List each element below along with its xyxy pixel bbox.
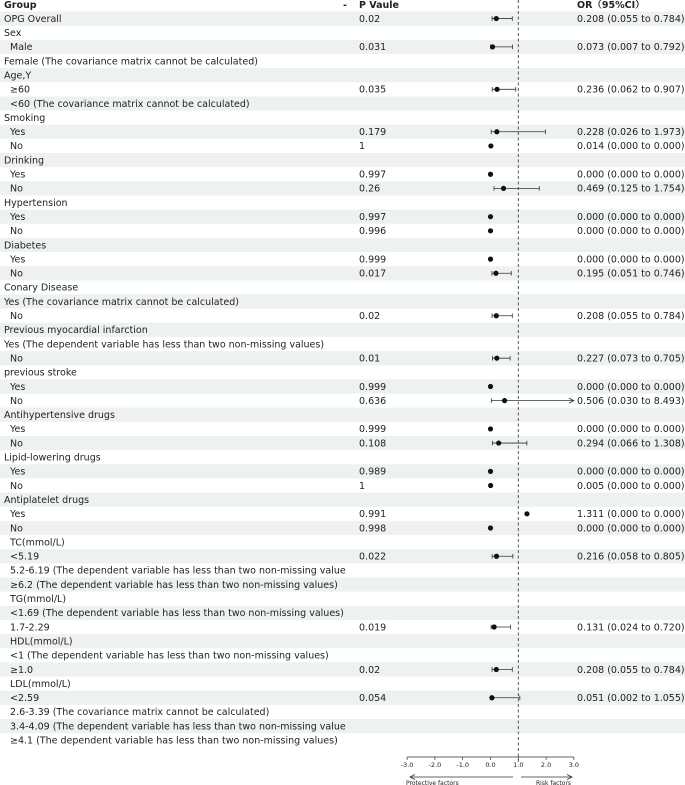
row-label: Sex <box>4 28 22 40</box>
footer-labels <box>406 775 572 785</box>
p-value: 0.01 <box>359 353 381 365</box>
point-estimate <box>488 426 493 431</box>
p-value: 0.054 <box>359 693 387 705</box>
row-label: <60 (The covariance matrix cannot be calculated) <box>10 98 250 110</box>
row-label: Yes <box>10 127 26 139</box>
x-axis <box>401 757 579 769</box>
point-estimate <box>488 483 493 488</box>
row-label: Hypertension <box>4 197 68 209</box>
point-estimate <box>494 129 499 134</box>
p-value: 0.989 <box>359 466 387 478</box>
or-ci-value: 0.506 (0.030 to 8.493) <box>577 395 685 407</box>
row-label: Antiplatelet drugs <box>4 494 90 506</box>
row-label: Antihypertensive drugs <box>4 410 115 422</box>
header-or-ci: OR（95%CI） <box>577 0 645 11</box>
p-value: 0.996 <box>359 226 387 238</box>
or-ci-value: 0.000 (0.000 to 0.000) <box>577 169 685 181</box>
header-row <box>4 0 645 11</box>
or-ci-value: 0.469 (0.125 to 1.754) <box>577 183 685 195</box>
row-label: TG(mmol/L) <box>10 594 67 606</box>
point-estimate <box>488 143 493 148</box>
or-ci-value: 0.051 (0.002 to 1.055) <box>577 693 685 705</box>
row-band <box>0 493 685 507</box>
row-label: No <box>10 438 23 450</box>
p-value: 1 <box>359 141 366 153</box>
x-tick-label: -3.0 <box>400 761 414 769</box>
p-value: 0.031 <box>359 42 387 54</box>
or-ci-value: 0.228 (0.026 to 1.973) <box>577 127 685 139</box>
point-estimate <box>494 313 499 318</box>
p-value: 0.02 <box>359 664 381 676</box>
point-estimate <box>502 398 507 403</box>
row-label: Lipid-lowering drugs <box>4 452 101 464</box>
row-label: Yes <box>10 424 26 436</box>
or-ci-value: 0.131 (0.024 to 0.720) <box>577 622 685 634</box>
point-estimate <box>488 172 493 177</box>
p-value: 0.991 <box>359 509 387 521</box>
x-tick-label: 2.0 <box>540 761 552 769</box>
p-value: 1 <box>359 480 366 492</box>
row-label: 5.2-6.19 (The dependent variable has less than two non-missing value <box>10 565 346 577</box>
p-value: 0.017 <box>359 268 387 280</box>
or-ci-value: 0.294 (0.066 to 1.308) <box>577 438 685 450</box>
p-value: 0.179 <box>359 127 387 139</box>
or-ci-value: 0.208 (0.055 to 0.784) <box>577 664 685 676</box>
or-ci-value: 0.236 (0.062 to 0.907) <box>577 84 685 96</box>
row-label: <2.59 <box>10 693 40 705</box>
row-label: Drinking <box>4 155 45 167</box>
point-estimate <box>524 511 529 516</box>
x-tick-label: 3.0 <box>568 761 580 769</box>
row-label: Previous myocardial infarction <box>4 325 148 337</box>
row-label: Yes <box>10 466 26 478</box>
row-label: Male <box>10 42 33 54</box>
row-label: No <box>10 226 23 238</box>
row-label: <5.19 <box>10 551 40 563</box>
point-estimate <box>488 214 493 219</box>
row-label: No <box>10 395 23 407</box>
row-label: <1 (The dependent variable has less than two non-missing values) <box>10 650 329 662</box>
p-value: 0.999 <box>359 381 387 393</box>
point-estimate <box>494 356 499 361</box>
point-estimate <box>492 624 497 629</box>
p-value: 0.02 <box>359 311 381 323</box>
row-label: No <box>10 141 23 153</box>
row-band <box>0 68 685 82</box>
row-label: 2.6-3.39 (The covariance matrix cannot be calculated) <box>10 707 270 719</box>
or-ci-value: 0.000 (0.000 to 0.000) <box>577 523 685 535</box>
p-value: 0.019 <box>359 622 387 634</box>
row-label: LDL(mmol/L) <box>10 678 71 690</box>
or-ci-value: 0.216 (0.058 to 0.805) <box>577 551 685 563</box>
point-estimate <box>488 525 493 530</box>
p-value: 0.035 <box>359 84 387 96</box>
point-estimate <box>488 384 493 389</box>
risk-factors-label: Risk factors <box>536 780 572 785</box>
point-estimate <box>494 16 499 21</box>
point-estimate <box>493 271 498 276</box>
or-ci-value: 1.311 (0.000 to 0.000) <box>577 509 685 521</box>
p-value: 0.26 <box>359 183 381 195</box>
row-label: Smoking <box>4 112 46 124</box>
row-band <box>0 238 685 252</box>
or-ci-value: 0.073 (0.007 to 0.792) <box>577 42 685 54</box>
or-ci-value: 0.005 (0.000 to 0.000) <box>577 480 685 492</box>
or-ci-value: 0.000 (0.000 to 0.000) <box>577 466 685 478</box>
point-estimate <box>488 469 493 474</box>
or-ci-value: 0.000 (0.000 to 0.000) <box>577 226 685 238</box>
point-estimate <box>494 554 499 559</box>
row-label: 1.7-2.29 <box>10 622 50 634</box>
row-band <box>0 634 685 648</box>
row-band <box>0 153 685 167</box>
point-estimate <box>501 186 506 191</box>
p-value: 0.997 <box>359 211 387 223</box>
row-label: OPG Overall <box>4 13 62 25</box>
or-ci-value: 0.014 (0.000 to 0.000) <box>577 141 685 153</box>
or-ci-value: 0.227 (0.073 to 0.705) <box>577 353 685 365</box>
row-label: Diabetes <box>4 240 47 252</box>
p-value: 0.997 <box>359 169 387 181</box>
row-label: No <box>10 311 23 323</box>
point-estimate <box>489 695 494 700</box>
row-label: Age,Y <box>4 70 32 82</box>
row-label: ≥6.2 (The dependent variable has less than two non-missing values) <box>10 579 338 591</box>
point-estimate <box>488 228 493 233</box>
row-label: Yes <box>10 381 26 393</box>
or-ci-value: 0.000 (0.000 to 0.000) <box>577 254 685 266</box>
p-value: 0.999 <box>359 254 387 266</box>
p-value: 0.022 <box>359 551 387 563</box>
row-label: Yes (The covariance matrix cannot be calculated) <box>4 296 239 308</box>
or-ci-value: 0.208 (0.055 to 0.784) <box>577 311 685 323</box>
row-label: ≥1.0 <box>10 664 34 676</box>
row-label: previous stroke <box>4 367 77 379</box>
p-value: 0.02 <box>359 13 381 25</box>
p-value: 0.998 <box>359 523 387 535</box>
or-ci-value: 0.000 (0.000 to 0.000) <box>577 211 685 223</box>
row-label: No <box>10 268 23 280</box>
x-tick-label: -1.0 <box>456 761 470 769</box>
point-estimate <box>494 667 499 672</box>
row-label: No <box>10 183 23 195</box>
or-ci-value: 0.000 (0.000 to 0.000) <box>577 424 685 436</box>
row-label: ≥4.1 (The dependent variable has less than two non-missing values) <box>10 735 338 747</box>
row-label: 3.4-4.09 (The dependent variable has less than two non-missing value <box>10 721 346 733</box>
row-label: No <box>10 480 23 492</box>
header-p-value: P Vaule <box>359 0 399 11</box>
or-ci-value: 0.000 (0.000 to 0.000) <box>577 381 685 393</box>
row-label: TC(mmol/L) <box>10 537 65 549</box>
header-group: Group <box>4 0 37 11</box>
point-estimate <box>490 44 495 49</box>
point-estimate <box>488 257 493 262</box>
row-label: <1.69 (The dependent variable has less than two non-missing values) <box>10 608 344 620</box>
row-label: Female (The covariance matrix cannot be calculated) <box>4 56 258 68</box>
p-value: 0.999 <box>359 424 387 436</box>
row-label: Conary Disease <box>4 282 79 294</box>
x-tick-label: 0.0 <box>485 761 496 769</box>
p-value: 0.636 <box>359 395 387 407</box>
row-label: Yes (The dependent variable has less than two non-missing values) <box>4 339 325 351</box>
p-value: 0.108 <box>359 438 387 450</box>
x-tick-label: -2.0 <box>428 761 442 769</box>
row-label: HDL(mmol/L) <box>10 636 73 648</box>
row-label: ≥60 <box>10 84 31 96</box>
point-estimate <box>496 440 501 445</box>
x-tick-label: 1.0 <box>513 761 524 769</box>
row-label: Yes <box>10 169 26 181</box>
row-label: Yes <box>10 254 26 266</box>
or-ci-value: 0.195 (0.051 to 0.746) <box>577 268 685 280</box>
row-label: No <box>10 353 23 365</box>
or-ci-value: 0.208 (0.055 to 0.784) <box>577 13 685 25</box>
row-label: No <box>10 523 23 535</box>
protective-factors-label: Protective factors <box>406 780 459 785</box>
row-label: Yes <box>10 211 26 223</box>
header-dash: - <box>343 0 347 11</box>
row-label: Yes <box>10 509 26 521</box>
point-estimate <box>494 87 499 92</box>
